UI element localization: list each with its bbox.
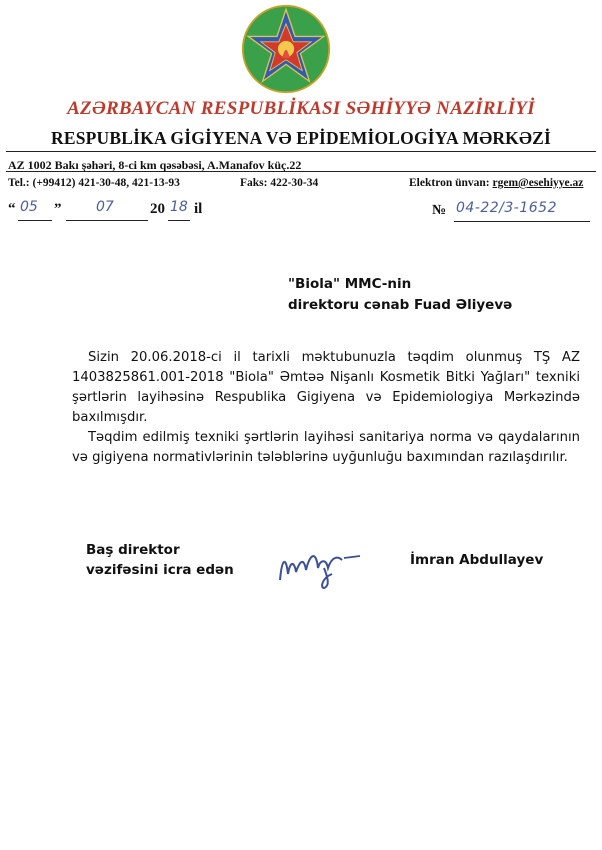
date-year-prefix: 20	[150, 201, 165, 217]
date-year-suffix: 18	[170, 199, 188, 215]
letter-body	[72, 348, 580, 468]
address: AZ 1002 Bakı şəhəri, 8-ci km qəsəbəsi, A.Manafov küç.22	[8, 158, 302, 172]
signatory-title	[86, 540, 234, 580]
address-divider	[6, 171, 596, 172]
date-close-quote: ”	[54, 201, 62, 217]
number-label: №	[432, 203, 447, 218]
email-block	[409, 177, 583, 189]
signatory-name: İmran Abdullayev	[410, 552, 544, 568]
date-day: 05	[20, 199, 38, 215]
document-number	[432, 201, 592, 227]
date-month: 07	[96, 199, 114, 215]
date-open-quote: “	[8, 201, 16, 217]
body-paragraph-2: Təqdim edilmiş texniki şərtlərin layihəsi sanitariya norma və qaydalarının və gigiyena normativlərinin tələblərinə uyğunluğu baxımından razılaşdırılır.	[72, 430, 580, 465]
header-divider	[6, 151, 596, 152]
signatory-title-line2: vəzifəsini icra edən	[86, 562, 234, 578]
handwritten-signature-icon	[272, 538, 372, 590]
ministry-name: AZƏRBAYCAN RESPUBLİKASI SƏHİYYƏ NAZİRLİYİ	[67, 98, 535, 119]
fax: Faks: 422-30-34	[240, 177, 319, 189]
recipient-person: direktoru cənab Fuad Əliyevə	[288, 297, 513, 313]
signatory-title-line1: Baş direktor	[86, 542, 180, 558]
number-value: 04-22/3-1652	[456, 200, 557, 216]
date-il: il	[194, 201, 203, 217]
email-link[interactable]: rgem@esehiyye.az	[492, 177, 584, 189]
telephone: Tel.: (+99412) 421-30-48, 421-13-93	[8, 177, 180, 189]
body-paragraph-1: Sizin 20.06.2018-ci il tarixli məktubunuzla təqdim olunmuş TŞ AZ 1403825861.001-2018 "Biola" Əmtəə Nişanlı Kosmetik Bitki Yağları" texniki şərtlərin layihəsinə Respublika Gigiyena və Epidemiologiya Mərkəzində baxılmışdır.	[72, 350, 580, 425]
state-emblem-icon	[241, 4, 331, 94]
center-name: RESPUBLİKA GİGİYENA VƏ EPİDEMİOLOGİYA MƏRKƏZİ	[51, 128, 551, 148]
document-date	[8, 199, 268, 225]
email-label: Elektron ünvan:	[409, 177, 493, 189]
recipient-company: "Biola" MMC-nin	[288, 276, 412, 292]
